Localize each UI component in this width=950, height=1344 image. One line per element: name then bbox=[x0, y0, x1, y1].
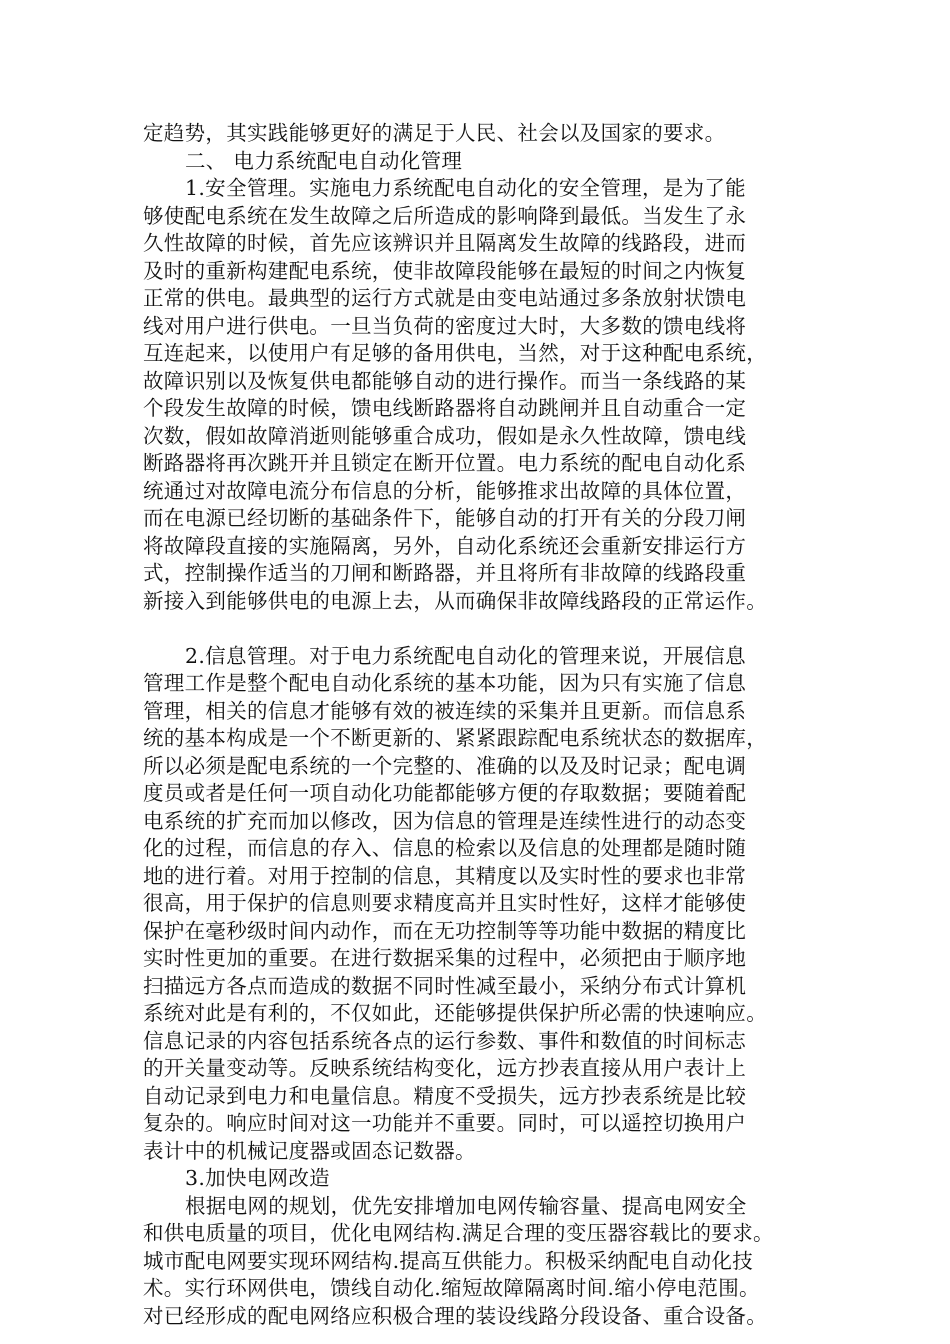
text-line: 将故障段直接的实施隔离，另外，自动化系统还会重新安排运行方 bbox=[143, 533, 747, 558]
text-line: 而在电源已经切断的基础条件下，能够自动的打开有关的分段刀闸 bbox=[143, 506, 747, 530]
text-line: 管理工作是整个配电自动化系统的基本功能，因为只有实施了信息 bbox=[143, 671, 747, 695]
text-line: 断路器将再次跳开并且锁定在断开位置。电力系统的配电自动化系 bbox=[143, 451, 747, 475]
section-heading: 二、 电力系统配电自动化管理 bbox=[185, 148, 463, 173]
text-line: 个段发生故障的时候，馈电线断路器将自动跳闸并且自动重合一定 bbox=[143, 396, 747, 420]
text-line: 正常的供电。最典型的运行方式就是由变电站通过多条放射状馈电 bbox=[143, 286, 747, 310]
text-line: 所以必须是配电系统的一个完整的、准确的以及及时记录；配电调 bbox=[143, 753, 747, 778]
text-line: 久性故障的时候，首先应该辨识并且隔离发生故障的线路段，进而 bbox=[143, 231, 747, 255]
text-line: 及时的重新构建配电系统，使非故障段能够在最短的时间之内恢复 bbox=[143, 258, 747, 283]
text-line: 系统对此是有利的，不仅如此，还能够提供保护所必需的快速响应。 bbox=[143, 1001, 767, 1025]
text-line: 电系统的扩充而加以修改，因为信息的管理是连续性进行的动态变 bbox=[143, 808, 747, 833]
section-heading: 3.加快电网改造 bbox=[185, 1166, 330, 1190]
paragraph-start: 1.安全管理。实施电力系统配电自动化的安全管理，是为了能 bbox=[185, 176, 746, 200]
text-line: 扫描远方各点而造成的数据不同时性减至最小，采纳分布式计算机 bbox=[143, 973, 747, 998]
text-line: 定趋势，其实践能够更好的满足于人民、社会以及国家的要求。 bbox=[143, 121, 726, 145]
paragraph-start: 根据电网的规划，优先安排增加电网传输容量、提高电网安全 bbox=[185, 1193, 747, 1218]
paragraph-gap bbox=[143, 615, 808, 643]
text-line: 故障识别以及恢复供电都能够自动的进行操作。而当一条线路的某 bbox=[143, 368, 747, 393]
text-line: 地的进行着。对用于控制的信息，其精度以及实时性的要求也非常 bbox=[143, 863, 747, 888]
text-line: 很高，用于保护的信息则要求精度高并且实时性好，这样才能够使 bbox=[143, 891, 747, 915]
text-line: 互连起来，以使用户有足够的备用供电，当然，对于这种配电系统， bbox=[143, 341, 767, 365]
text-line: 表计中的机械记度器或固态记数器。 bbox=[143, 1138, 476, 1163]
text-line: 术。实行环网供电，馈线自动化.缩短故障隔离时间.缩小停电范围。 bbox=[143, 1276, 760, 1300]
text-line: 保护在毫秒级时间内动作，而在无功控制等等功能中数据的精度比 bbox=[143, 918, 747, 943]
text-line: 对已经形成的配电网络应积极合理的装设线路分段设备、重合设备。 bbox=[143, 1303, 767, 1328]
text-line: 和供电质量的项目，优化电网结构.满足合理的变压器容载比的要求。 bbox=[143, 1221, 774, 1245]
text-line: 新接入到能够供电的电源上去，从而确保非故障线路段的正常运作。 bbox=[143, 588, 767, 613]
text-line: 线对用户进行供电。一旦当负荷的密度过大时，大多数的馈电线将 bbox=[143, 313, 747, 338]
text-line: 城市配电网要实现环网结构.提高互供能力。积极采纳配电自动化技 bbox=[143, 1248, 754, 1273]
text-line: 够使配电系统在发生故障之后所造成的影响降到最低。当发生了永 bbox=[143, 203, 747, 228]
text-line: 次数，假如故障消逝则能够重合成功，假如是永久性故障，馈电线 bbox=[143, 423, 747, 448]
text-line: 信息记录的内容包括系统各点的运行参数、事件和数值的时间标志 bbox=[143, 1028, 747, 1053]
document-body bbox=[143, 120, 808, 1330]
text-line: 式，控制操作适当的刀闸和断路器，并且将所有非故障的线路段重 bbox=[143, 561, 747, 585]
text-line: 统的基本构成是一个不断更新的、紧紧跟踪配电系统状态的数据库， bbox=[143, 726, 767, 750]
text-line: 统通过对故障电流分布信息的分析，能够推求出故障的具体位置， bbox=[143, 478, 747, 503]
text-line: 管理，相关的信息才能够有效的被连续的采集并且更新。而信息系 bbox=[143, 698, 747, 723]
text-line: 的开关量变动等。反映系统结构变化，远方抄表直接从用户表计上 bbox=[143, 1056, 747, 1080]
text-line: 度员或者是任何一项自动化功能都能够方便的存取数据；要随着配 bbox=[143, 781, 747, 805]
text-line: 自动记录到电力和电量信息。精度不受损失，远方抄表系统是比较 bbox=[143, 1083, 747, 1108]
paragraph-start: 2.信息管理。对于电力系统配电自动化的管理来说，开展信息 bbox=[185, 643, 746, 668]
text-line: 实时性更加的重要。在进行数据采集的过程中，必须把由于顺序地 bbox=[143, 946, 747, 970]
text-line: 复杂的。响应时间对这一功能并不重要。同时，可以遥控切换用户 bbox=[143, 1111, 747, 1135]
text-line: 化的过程，而信息的存入、信息的检索以及信息的处理都是随时随 bbox=[143, 836, 747, 860]
